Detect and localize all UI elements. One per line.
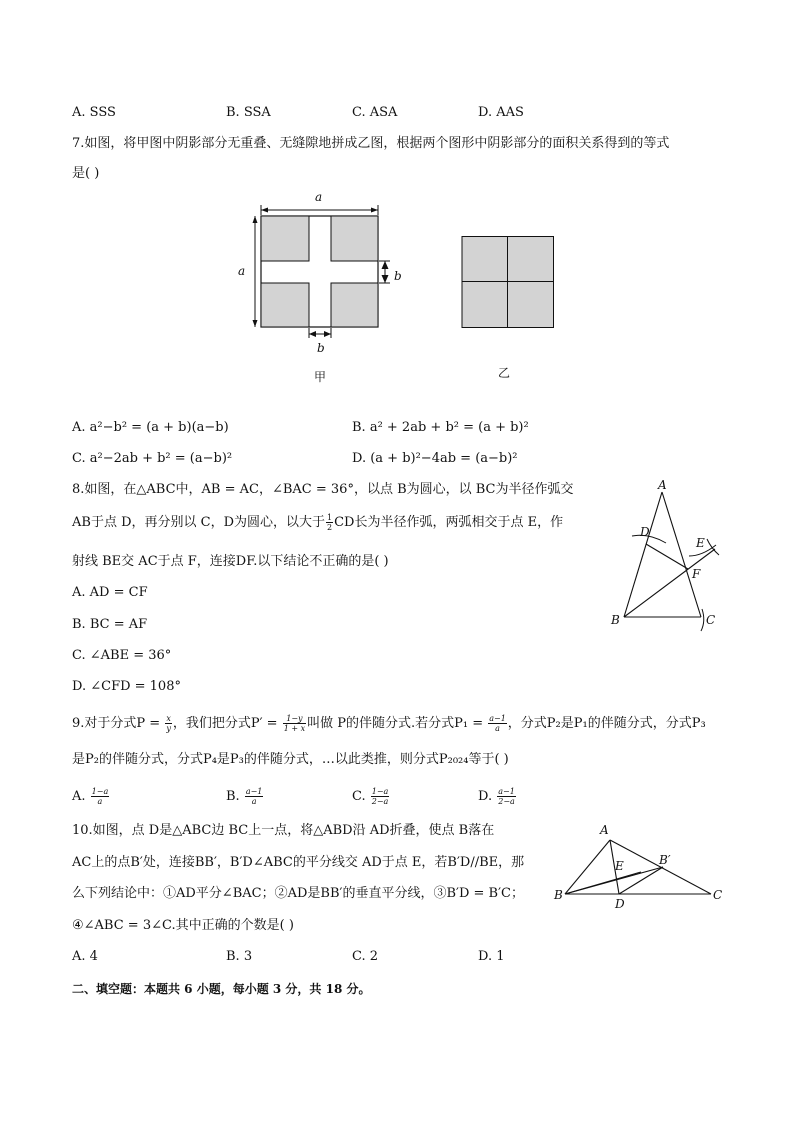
q10-label-d: D [615, 897, 625, 910]
q7-option-c: C. a²−2ab + b² = (a−b)² [72, 451, 233, 466]
q6-option-d: D. AAS [478, 105, 524, 120]
q7-option-a: A. a²−b² = (a + b)(a−b) [72, 420, 229, 435]
q7-stem-line2: 是( ) [72, 166, 100, 181]
q9-fraction-pprime-num: 1−y [283, 714, 306, 724]
q8-stem-line2-part2: CD长为半径作弧，两弧相交于点 E，作 [334, 515, 564, 530]
q8-label-a: A [658, 478, 667, 492]
q8-option-d: D. ∠CFD = 108° [72, 679, 181, 694]
q8-label-b: B [611, 613, 620, 627]
q9-option-d-num: a−1 [498, 787, 515, 796]
q7-figure-jia [235, 188, 405, 353]
q7-label-a-left: a [238, 264, 246, 278]
q10-label-c: C [713, 888, 723, 902]
q10-label-b: B [554, 888, 563, 902]
q10-stem-line1: 10.如图，点 D是△ABC边 BC上一点，将△ABD沿 AD折叠，使点 B落在 [72, 823, 495, 838]
q9-option-d-den: 2−a [498, 797, 515, 806]
q9-fraction-p1-den: a [495, 724, 500, 733]
q7-option-d: D. (a + b)²−4ab = (a−b)² [352, 451, 518, 466]
q9-fraction-p1-num: a−1 [489, 714, 506, 723]
q8-half-den: 2 [327, 523, 333, 532]
q9-stem-line1 [72, 714, 706, 733]
q9-option-d-prefix: D. [478, 789, 497, 804]
q9-fraction-p1 [488, 714, 507, 733]
q9-fraction-p-num: x [166, 714, 171, 723]
q6-option-b: B. SSA [226, 105, 271, 120]
q9-fraction-pprime-den: 1 + x [283, 724, 306, 733]
q9-option-a-prefix: A. [72, 789, 90, 804]
q8-option-b: B. BC = AF [72, 617, 148, 632]
section-2-heading: 二、填空题：本题共 6 小题，每小题 3 分，共 18 分。 [72, 982, 371, 996]
q10-option-d: D. 1 [478, 949, 505, 964]
q7-label-b-bottom: b [317, 341, 325, 353]
q8-label-f: F [692, 567, 701, 581]
q9-text-1: 9.对于分式P = [72, 716, 165, 731]
q9-stem-line2: 是P₂的伴随分式，分式P₄是P₃的伴随分式，…以此类推，则分式P₂₀₂₄等于( ) [72, 752, 509, 767]
q10-label-e: E [615, 859, 624, 873]
q9-fraction-pprime [283, 714, 306, 733]
q9-option-a-num: 1−a [91, 787, 109, 796]
q9-option-c-num: 1−a [371, 787, 389, 796]
q10-option-b: B. 3 [226, 949, 253, 964]
q8-figure [604, 476, 729, 632]
q6-option-c: C. ASA [352, 105, 398, 120]
q9-option-c-prefix: C. [352, 789, 370, 804]
q8-label-d: D [640, 525, 650, 539]
q9-option-b-num: a−1 [245, 787, 263, 796]
q10-stem-line3: 么下列结论中：①AD平分∠BAC；②AD是BB′的垂直平分线，③B′D = B′C； [72, 886, 524, 901]
q7-label-b-right: b [394, 269, 402, 283]
q8-stem-line1: 8.如图，在△ABC中，AB = AC，∠BAC = 36°，以点 B为圆心，以 BC为半径作弧交 [72, 482, 574, 497]
q8-option-a: A. AD = CF [72, 585, 148, 600]
q10-stem-line4: ④∠ABC = 3∠C.其中正确的个数是( ) [72, 918, 294, 933]
q10-label-a: A [600, 823, 609, 837]
q10-stem-line2: AC上的点B′处，连接BB′，B′D∠ABC的平分线交 AD于点 E，若B′D//BE，那 [72, 855, 525, 870]
q9-option-d [478, 787, 517, 806]
q9-text-2: ，我们把分式P′ = [172, 716, 282, 731]
q9-option-a [72, 787, 110, 806]
q9-text-3: 叫做 P的伴随分式.若分式P₁ = [307, 716, 488, 731]
q8-half-num: 1 [327, 513, 333, 522]
q9-fraction-p-den: y [166, 724, 171, 733]
q10-label-bprime: B′ [659, 853, 671, 867]
q7-label-a-top: a [315, 190, 323, 204]
q7-caption-jia: 甲 [314, 370, 327, 384]
q8-label-e: E [696, 536, 705, 550]
q9-text-4: ，分式P₂是P₁的伴随分式，分式P₃ [507, 716, 706, 731]
q7-option-b: B. a² + 2ab + b² = (a + b)² [352, 420, 529, 435]
q10-option-c: C. 2 [352, 949, 379, 964]
q10-figure [553, 820, 725, 910]
q9-option-c-den: 2−a [371, 797, 389, 806]
q9-option-a-den: a [97, 797, 103, 806]
q8-stem-line2-part1: AB于点 D，再分别以 C，D为圆心，以大于 [72, 515, 325, 530]
q8-option-c: C. ∠ABE = 36° [72, 648, 172, 663]
q8-half-fraction [326, 513, 333, 532]
q9-option-c [352, 787, 390, 806]
q9-option-b [226, 787, 264, 806]
q7-caption-yi: 乙 [498, 366, 511, 380]
q7-figure-yi [460, 235, 556, 329]
q8-label-c: C [706, 613, 716, 627]
q8-stem-line2 [72, 513, 563, 532]
q8-stem-line3: 射线 BE交 AC于点 F，连接DF.以下结论不正确的是( ) [72, 554, 389, 569]
q6-option-a: A. SSS [72, 105, 116, 120]
q9-fraction-p [165, 714, 172, 733]
q9-option-b-prefix: B. [226, 789, 244, 804]
q10-option-a: A. 4 [72, 949, 98, 964]
q7-stem-line1: 7.如图，将甲图中阴影部分无重叠、无缝隙地拼成乙图，根据两个图形中阴影部分的面积关系得到的等式 [72, 136, 670, 151]
q9-option-b-den: a [251, 797, 257, 806]
